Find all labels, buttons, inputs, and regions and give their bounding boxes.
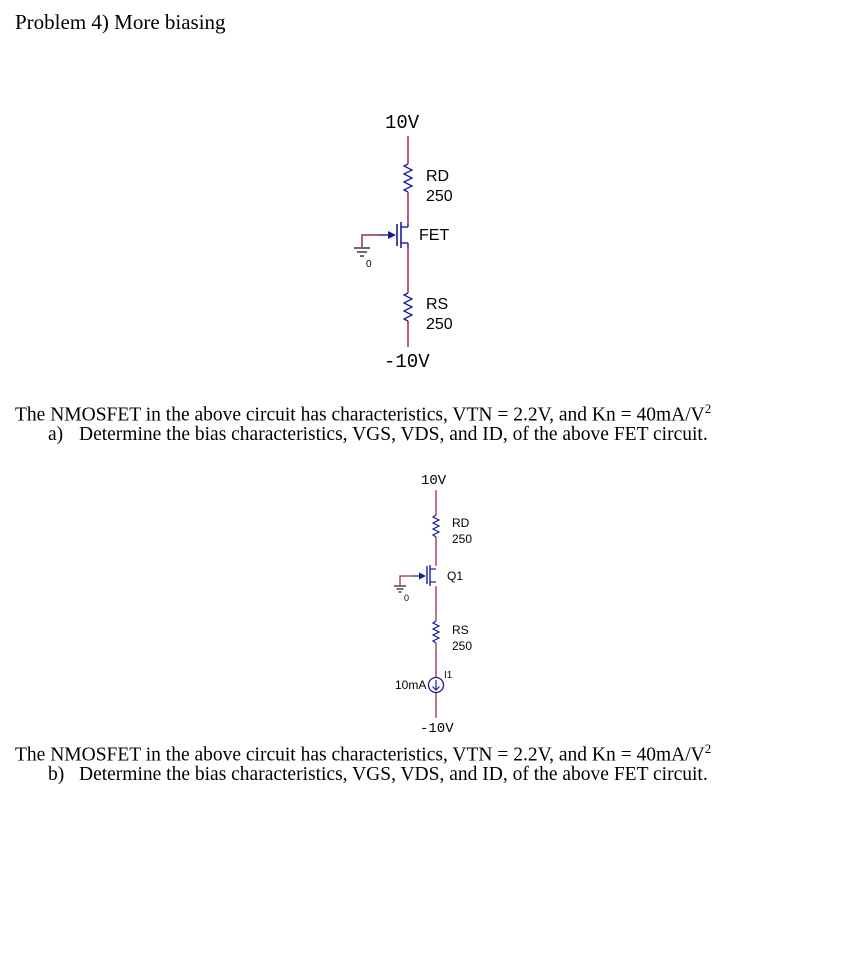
circuit-b-source-name: I1 xyxy=(444,670,453,681)
part-b-question-text: Determine the bias characteristics, VGS, VDS, and ID, of the above FET circuit. xyxy=(79,764,708,785)
part-b-statement-text: The NMOSFET in the above circuit has characteristics, VTN = 2.2V, and Kn = 40mA/V xyxy=(15,744,705,766)
circuit-b xyxy=(394,473,472,737)
circuit-b-gate-arrow-icon xyxy=(419,573,426,580)
part-a-question-text: Determine the bias characteristics, VGS, VDS, and ID, of the above FET circuit. xyxy=(79,424,708,445)
circuit-b-rd-name: RD xyxy=(452,516,470,530)
circuit-a-rs-resistor-icon xyxy=(404,293,412,321)
circuit-b-rd-resistor-icon xyxy=(433,515,439,537)
circuit-a-wire-gate xyxy=(362,235,378,247)
circuit-a-rd-name: RD xyxy=(426,168,450,185)
circuit-b-rs-name: RS xyxy=(452,623,469,637)
part-b-question xyxy=(48,763,708,787)
circuit-a-fet-name: FET xyxy=(419,227,450,244)
circuit-a-rs-name: RS xyxy=(426,296,449,313)
circuit-b-source-value: 10mA xyxy=(395,678,427,692)
circuit-b-supply-top-label: 10V xyxy=(421,473,447,489)
circuit-a-nmos-fet-icon xyxy=(378,222,408,248)
circuit-a-ground-icon xyxy=(354,248,370,256)
part-a-statement-text: The NMOSFET in the above circuit has characteristics, VTN = 2.2V, and Kn = 40mA/V xyxy=(15,404,705,426)
circuit-a-gate-arrow-icon xyxy=(388,231,396,239)
circuit-b-rs-value: 250 xyxy=(452,639,473,653)
circuit-b-rd-value: 250 xyxy=(452,532,473,546)
problem-title: Problem 4) More biasing xyxy=(15,10,226,34)
circuit-a-ground-label: 0 xyxy=(366,259,372,270)
circuit-b-current-source-icon xyxy=(429,678,444,693)
circuit-a-supply-top-label: 10V xyxy=(385,112,420,134)
circuit-a-rd-value: 250 xyxy=(426,188,453,205)
part-a-label: a) xyxy=(48,424,64,445)
circuit-a-rd-resistor-icon xyxy=(404,164,412,192)
part-b-label: b) xyxy=(48,764,65,785)
circuit-b-rs-resistor-icon xyxy=(433,621,439,643)
circuit-b-fet-name: Q1 xyxy=(447,569,464,583)
circuit-a-supply-bottom-label: -10V xyxy=(384,351,430,373)
circuit-b-ground-label: 0 xyxy=(404,593,410,603)
circuit-a xyxy=(354,112,453,373)
circuit-b-wire-gate xyxy=(400,576,412,585)
part-a-question xyxy=(48,423,708,447)
circuit-a-rs-value: 250 xyxy=(426,316,453,333)
circuit-b-ground-icon xyxy=(394,586,406,592)
part-b-statement-superscript: 2 xyxy=(704,741,712,756)
circuit-b-nmos-fet-icon xyxy=(412,565,436,586)
circuit-b-supply-bottom-label: -10V xyxy=(420,721,454,737)
part-a-statement-superscript: 2 xyxy=(704,401,712,416)
